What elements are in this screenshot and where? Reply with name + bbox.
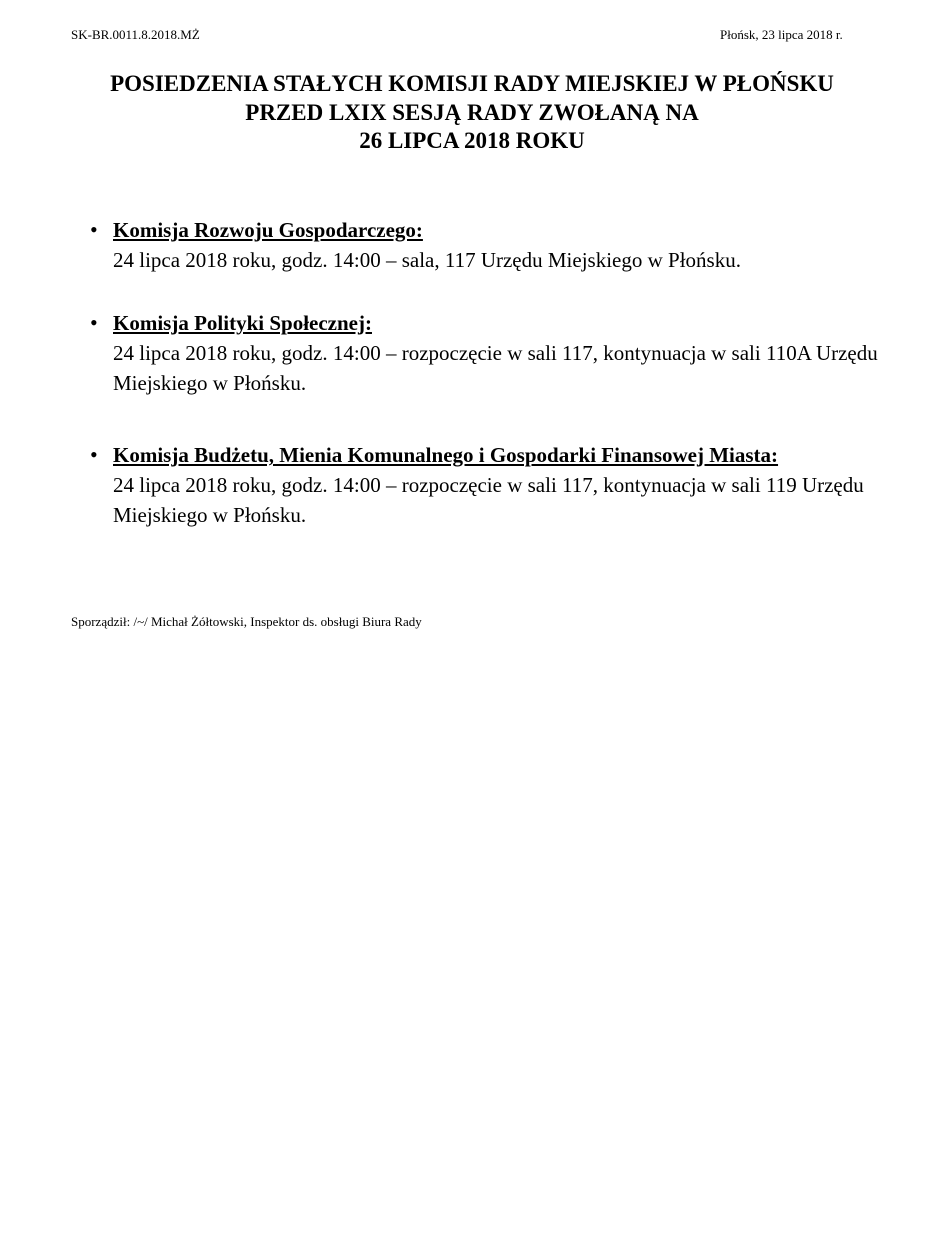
title-line-1: POSIEDZENIA STAŁYCH KOMISJI RADY MIEJSKIEJ W PŁOŃSKU <box>110 71 834 96</box>
committee-meeting-details: 24 lipca 2018 roku, godz. 14:00 – sala, 117 Urzędu Miejskiego w Płońsku. <box>113 248 741 272</box>
document-reference-number: SK-BR.0011.8.2018.MŻ <box>71 27 200 42</box>
committee-name: Komisja Polityki Społecznej: <box>113 311 372 335</box>
committee-name: Komisja Rozwoju Gospodarczego: <box>113 218 423 242</box>
title-line-3: 26 LIPCA 2018 ROKU <box>359 128 585 153</box>
place-and-date: Płońsk, 23 lipca 2018 r. <box>720 27 843 42</box>
committee-meeting-details: 24 lipca 2018 roku, godz. 14:00 – rozpoczęcie w sali 117, kontynuacja w sali 110A Urzędu Miejskiego w Płońsku. <box>113 341 878 395</box>
title-line-2: PRZED LXIX SESJĄ RADY ZWOŁANĄ NA <box>245 99 699 125</box>
document-title <box>60 70 884 156</box>
bullet-icon: • <box>90 442 98 467</box>
committee-name: Komisja Budżetu, Mienia Komunalnego i Gospodarki Finansowej Miasta: <box>113 443 779 467</box>
prepared-by-note: Sporządził: /~/ Michał Żółtowski, Inspektor ds. obsługi Biura Rady <box>71 614 422 629</box>
bullet-icon: • <box>90 310 98 335</box>
bullet-icon: • <box>90 217 98 242</box>
committee-meeting-details: 24 lipca 2018 roku, godz. 14:00 – rozpoczęcie w sali 117, kontynuacja w sali 119 Urzędu Miejskiego w Płońsku. <box>113 473 864 527</box>
